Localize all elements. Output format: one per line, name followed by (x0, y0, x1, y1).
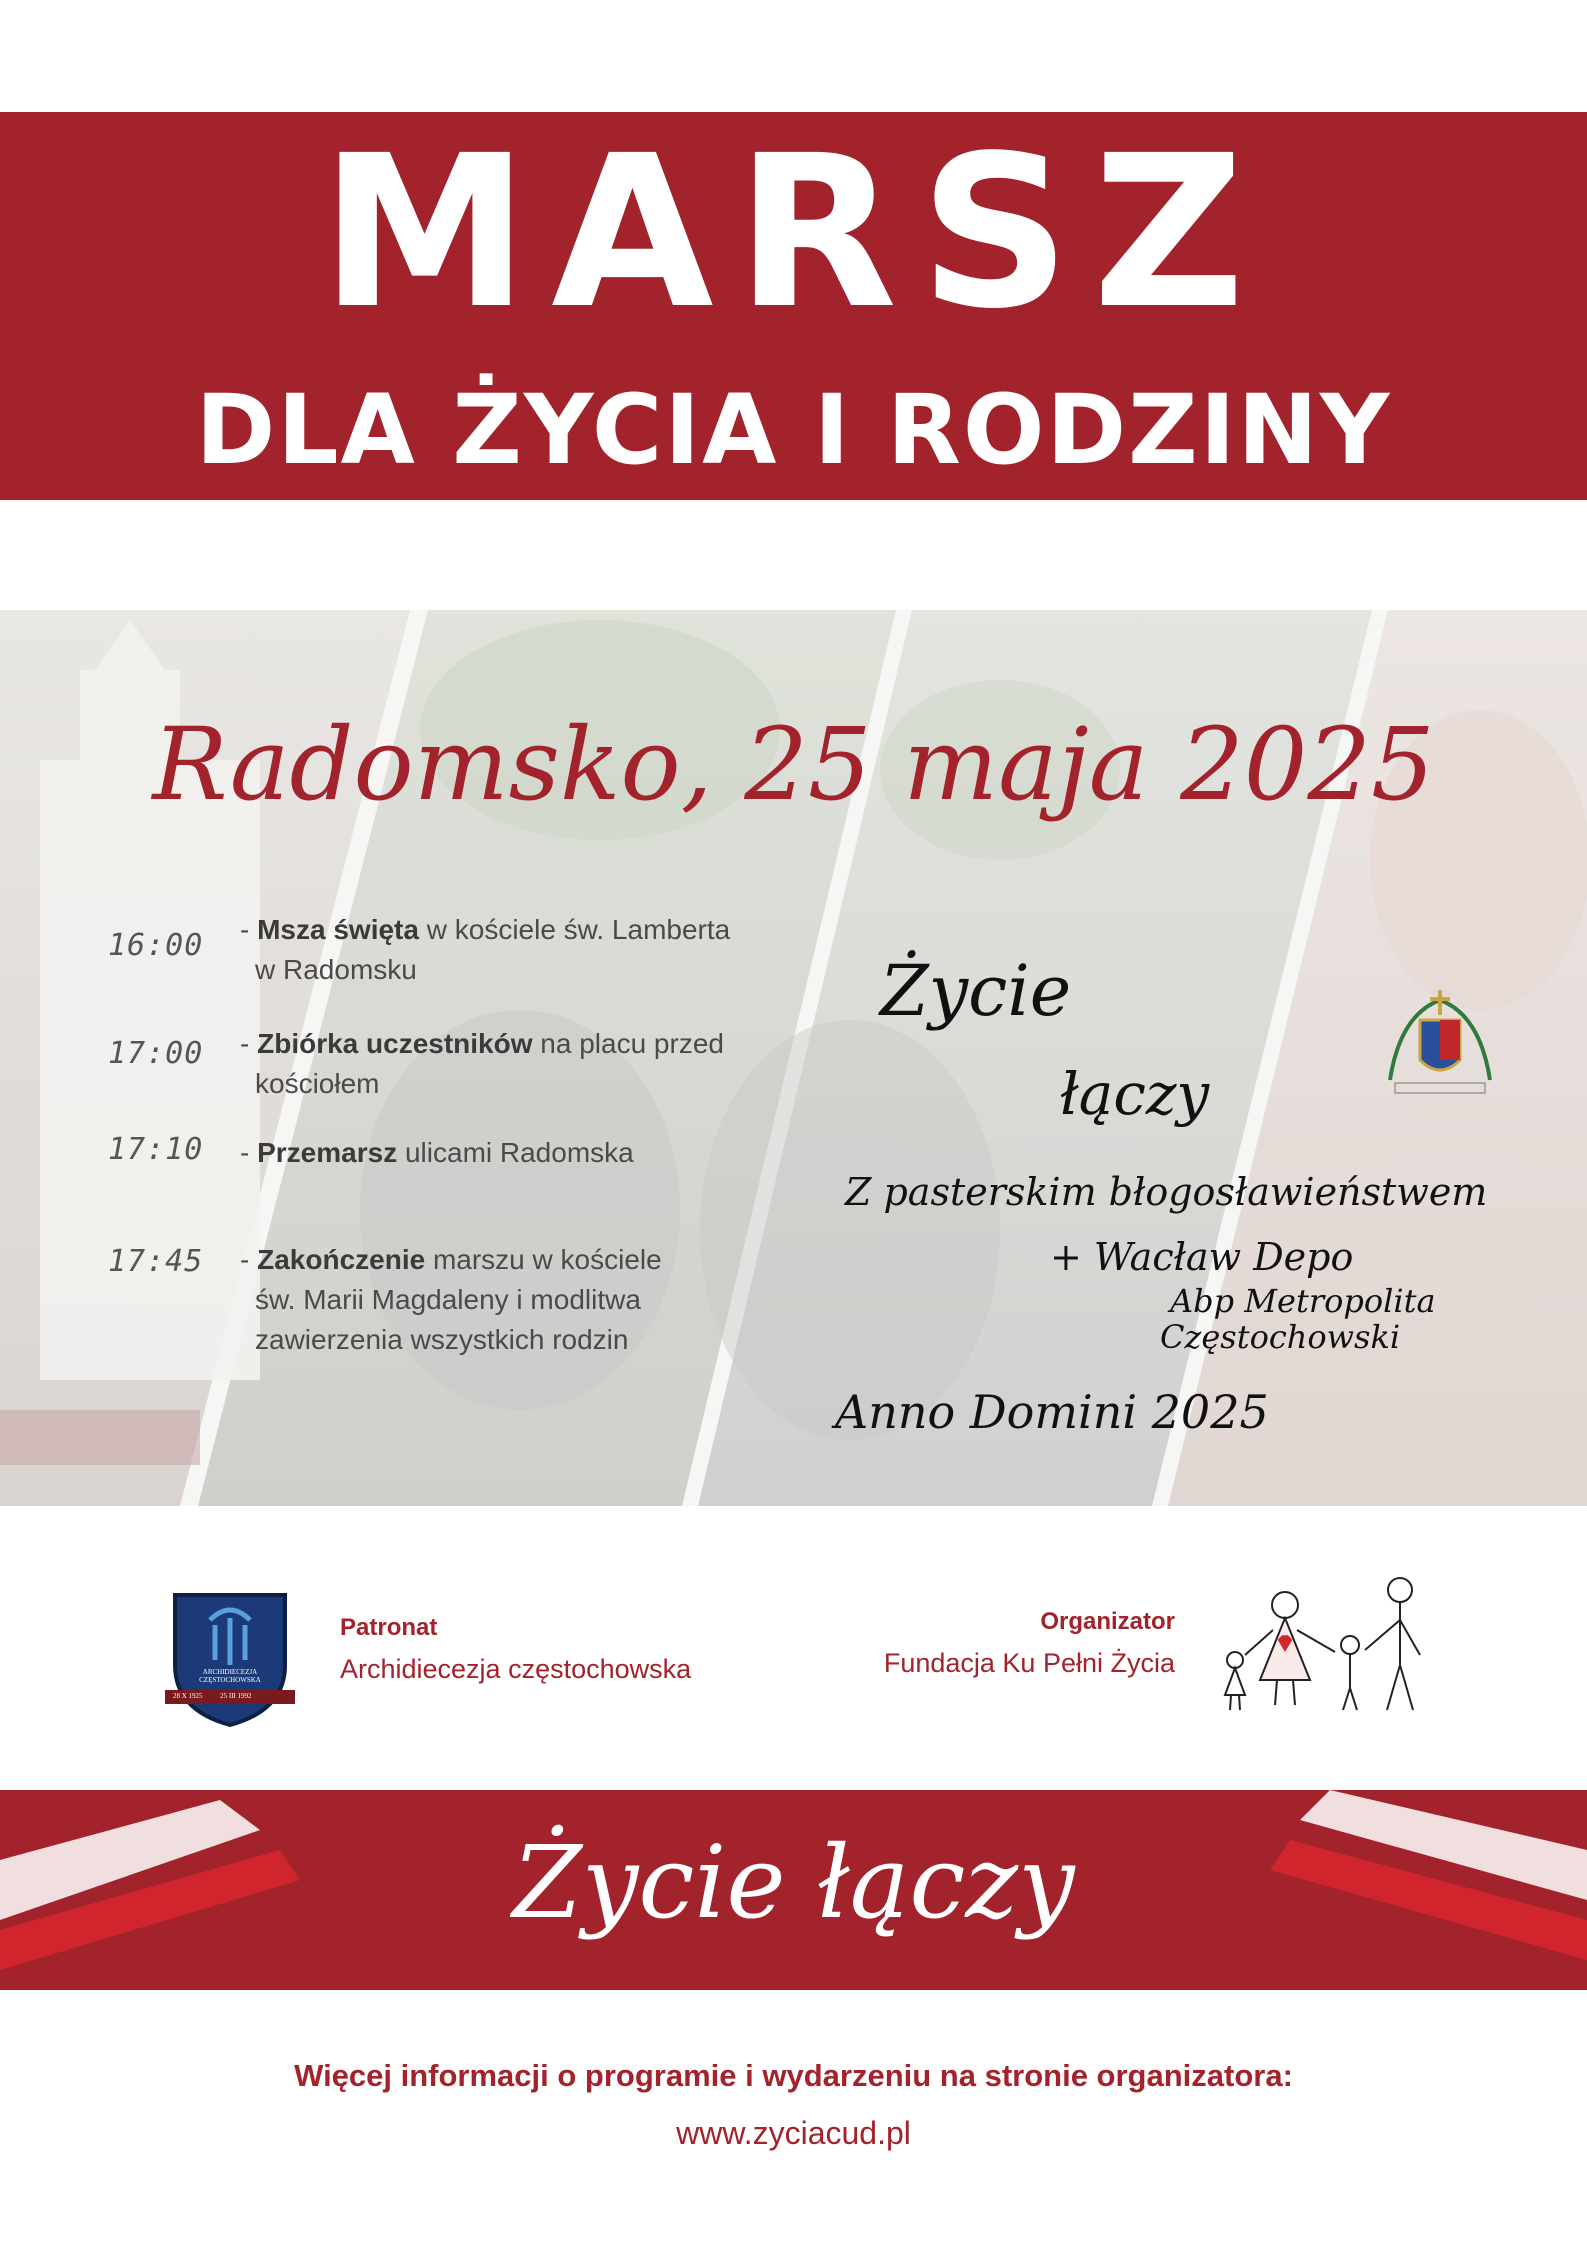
signature-line: Życie (880, 950, 1072, 1032)
schedule-item (240, 1240, 780, 1360)
poster-title: MARSZ (320, 110, 1267, 355)
more-info-text: Więcej informacji o programie i wydarzeniu na stronie organizatora: (294, 2058, 1293, 2093)
signature-line: Abp Metropolita (1170, 1282, 1436, 1320)
family-drawing-icon (1215, 1570, 1435, 1720)
archdiocese-logo-icon (165, 1580, 295, 1730)
schedule-item-bold: Zbiórka uczestników (257, 1028, 533, 1059)
schedule-dash: - (240, 914, 258, 945)
schedule-item (240, 910, 780, 990)
bishop-coat-of-arms-icon (1380, 985, 1500, 1105)
schedule-item (240, 1024, 780, 1104)
schedule-item-bold: Msza święta (257, 914, 419, 945)
schedule-item-text: w Radomsku (255, 954, 417, 985)
poster-subtitle: DLA ŻYCIA I RODZINY (195, 374, 1392, 486)
ribbon-slogan: Życie łączy (512, 1824, 1075, 1941)
schedule-time: 17:45 (108, 1244, 204, 1279)
schedule-dash: - (240, 1137, 258, 1168)
schedule-item-text: św. Marii Magdaleny i modlitwa (255, 1284, 641, 1315)
signature-line: Częstochowski (1160, 1318, 1401, 1356)
schedule-item (240, 1133, 780, 1173)
schedule-item-text: ulicami Radomska (397, 1137, 634, 1168)
schedule-dash: - (240, 1028, 258, 1059)
schedule-item-bold: Przemarsz (257, 1137, 398, 1168)
schedule-dash: - (240, 1244, 258, 1275)
schedule-item-bold: Zakończenie (257, 1244, 426, 1275)
patronage-label: Patronat (340, 1614, 438, 1641)
signature-line: łączy (1060, 1060, 1210, 1128)
signature-line: + Wacław Depo (1050, 1235, 1354, 1279)
patronage-name: Archidiecezja częstochowska (340, 1654, 692, 1684)
organizer-name: Fundacja Ku Pełni Życia (883, 1648, 1175, 1678)
signature-line: Anno Domini 2025 (835, 1385, 1269, 1439)
organizer-label: Organizator (1040, 1608, 1175, 1635)
schedule-time: 17:00 (108, 1036, 204, 1071)
website-link[interactable]: www.zyciacud.pl (676, 2115, 911, 2151)
archdiocese-logo-dates: 28 X 1925 25 III 1992 (173, 1692, 252, 1700)
signature-line: Z pasterskim błogosławieństwem (845, 1170, 1488, 1214)
schedule-item-text: zawierzenia wszystkich rodzin (255, 1324, 629, 1355)
schedule-time: 16:00 (108, 928, 204, 963)
archdiocese-logo-text: ARCHIDIECEZJA CZĘSTOCHOWSKA (199, 1668, 261, 1684)
schedule-item-text: kościołem (255, 1068, 380, 1099)
schedule-item-text: marszu w kościele (425, 1244, 662, 1275)
schedule-item-text: na placu przed (532, 1028, 724, 1059)
schedule-time: 17:10 (108, 1132, 204, 1167)
schedule-item-text: w kościele św. Lamberta (418, 914, 731, 945)
event-place-date: Radomsko, 25 maja 2025 (152, 706, 1435, 823)
